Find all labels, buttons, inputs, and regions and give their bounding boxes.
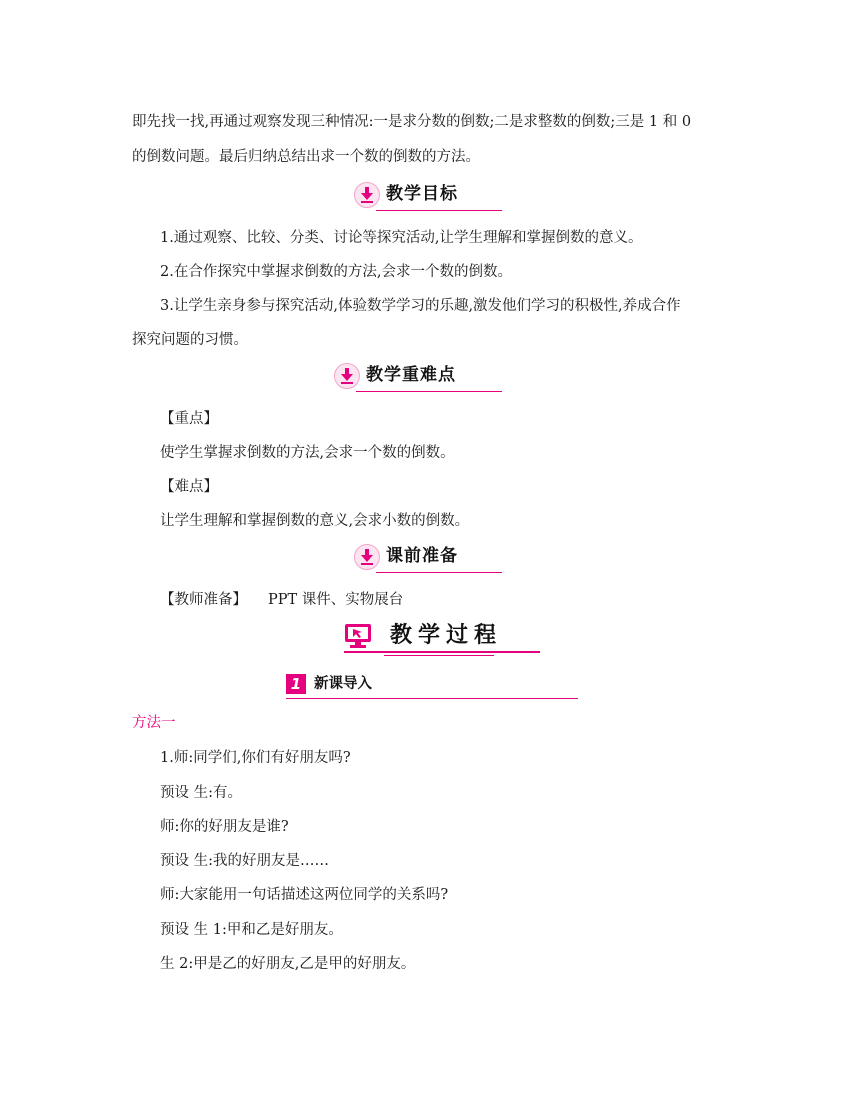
subsection-underline xyxy=(286,698,578,700)
section-header-key-points xyxy=(334,362,502,392)
difficulty-label: 【难点】 xyxy=(160,479,218,495)
intro-line-1: 即先找一找,再通过观察发现三种情况:一是求分数的倒数;二是求整数的倒数;三是 1 和 0 xyxy=(132,114,692,130)
dialogue-line: 师:你的好朋友是谁? xyxy=(160,819,289,835)
download-arrow-icon xyxy=(354,544,380,570)
dialogue-line: 生 2:甲是乙的好朋友,乙是甲的好朋友。 xyxy=(160,956,416,972)
objective-item-3: 3.让学生亲身参与探究活动,体验数学学习的乐趣,激发他们学习的积极性,养成合作 xyxy=(160,298,681,314)
dialogue-line: 预设 生:有。 xyxy=(160,785,242,801)
section-title: 课前准备 xyxy=(386,546,458,566)
download-arrow-icon xyxy=(354,182,380,208)
subsection-title: 新课导入 xyxy=(314,676,372,692)
section-title: 教学重难点 xyxy=(366,365,456,385)
dialogue-line: 1.师:同学们,你们有好朋友吗? xyxy=(160,750,351,766)
dialogue-line: 预设 生 1:甲和乙是好朋友。 xyxy=(160,922,343,938)
section-header-objectives xyxy=(354,181,502,211)
difficulty-text: 让学生理解和掌握倒数的意义,会求小数的倒数。 xyxy=(160,513,470,529)
section-underline xyxy=(376,572,502,574)
section-title: 教学目标 xyxy=(386,184,458,204)
preparation-text: PPT 课件、实物展台 xyxy=(268,592,404,608)
subsection-number-badge: 1 xyxy=(286,674,306,694)
section-underline xyxy=(376,210,502,212)
objective-item-3-cont: 探究问题的习惯。 xyxy=(132,332,248,348)
dialogue-line: 师:大家能用一句话描述这两位同学的关系吗? xyxy=(160,887,449,903)
focus-text: 使学生掌握求倒数的方法,会求一个数的倒数。 xyxy=(160,445,455,461)
section-underline-secondary xyxy=(384,655,494,656)
intro-line-2: 的倒数问题。最后归纳总结出求一个数的倒数的方法。 xyxy=(132,149,480,165)
section-underline xyxy=(356,391,502,393)
section-title: 教学过程 xyxy=(390,622,503,648)
objective-item-2: 2.在合作探究中掌握求倒数的方法,会求一个数的倒数。 xyxy=(160,264,512,280)
focus-label: 【重点】 xyxy=(160,411,218,427)
objective-item-1: 1.通过观察、比较、分类、讨论等探究活动,让学生理解和掌握倒数的意义。 xyxy=(160,230,643,246)
section-underline xyxy=(344,651,540,653)
section-header-process xyxy=(344,620,540,660)
download-arrow-icon xyxy=(334,363,360,389)
subsection-header-intro xyxy=(286,673,578,699)
preparation-label: 【教师准备】 xyxy=(160,592,247,608)
method-label: 方法一 xyxy=(132,715,176,731)
monitor-icon xyxy=(344,623,372,653)
section-header-preparation xyxy=(354,543,502,573)
dialogue-line: 预设 生:我的好朋友是…… xyxy=(160,853,329,869)
